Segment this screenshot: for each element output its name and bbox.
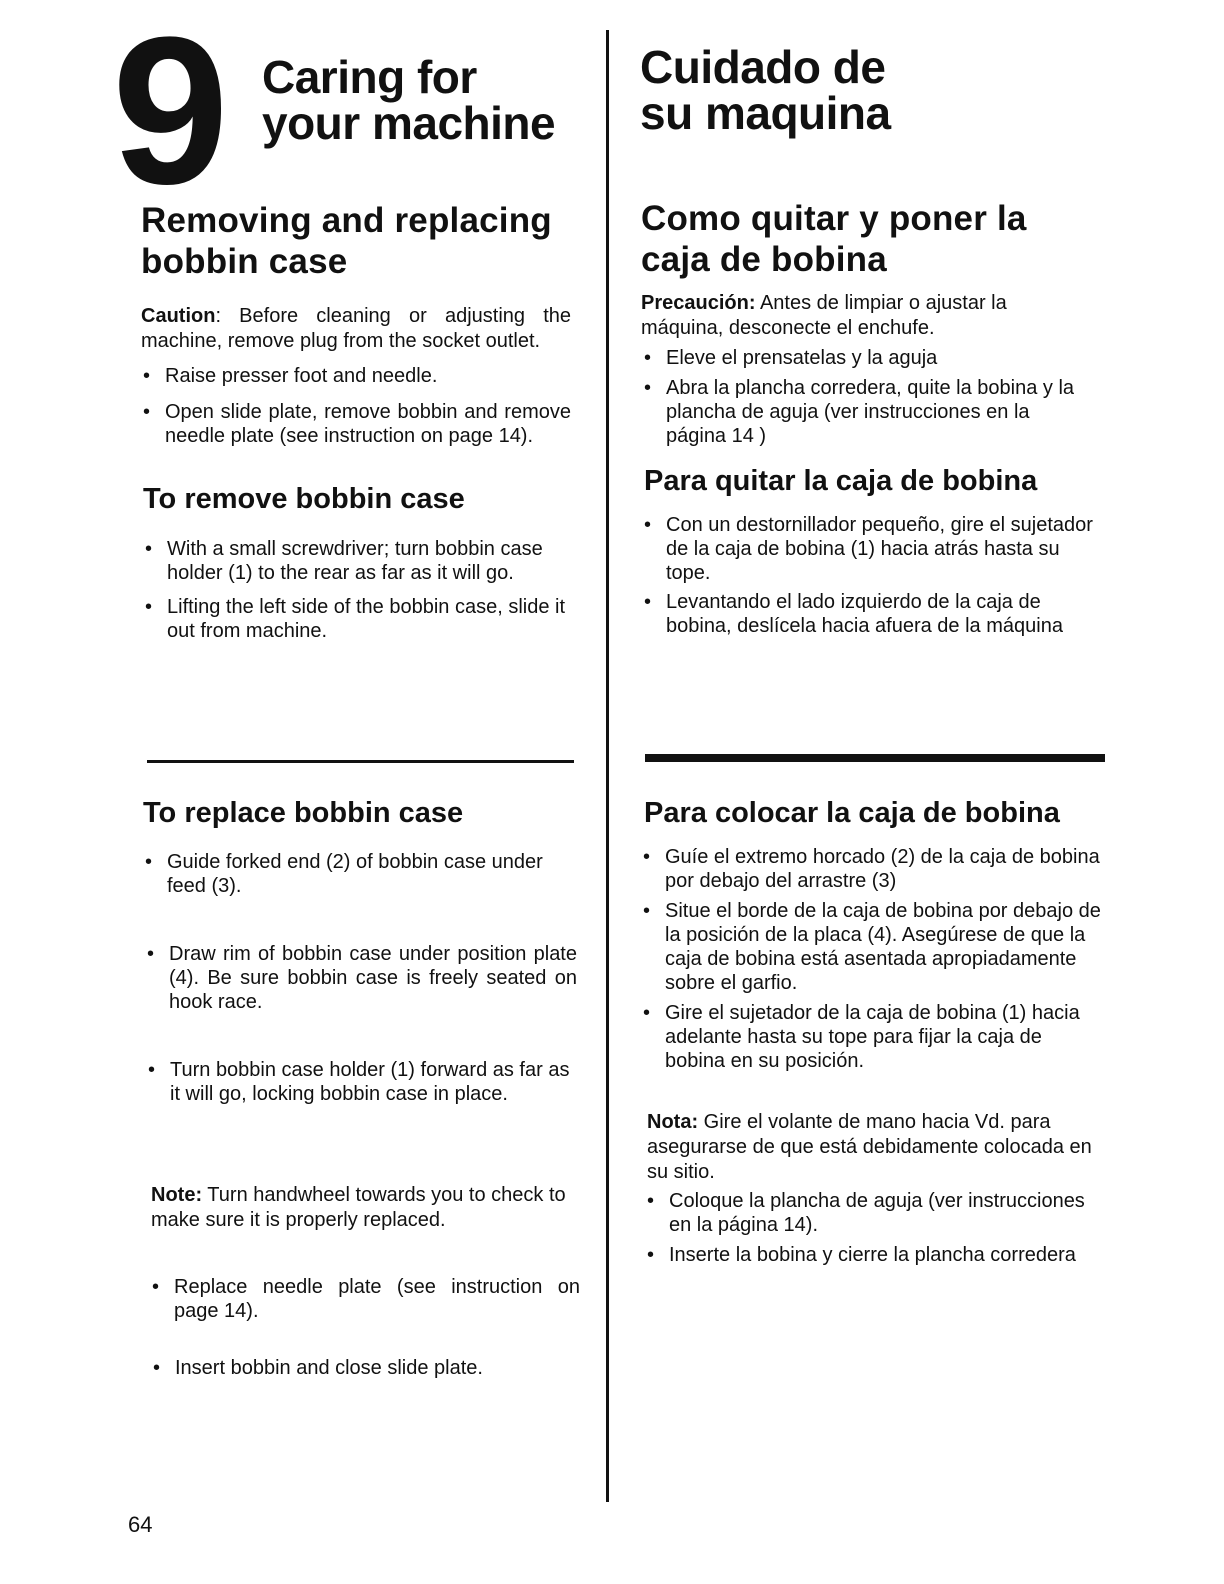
remove-list-en xyxy=(143,537,575,643)
note-text-es: Gire el volante de mano hacia Vd. para asegurarse de que está debidamente colocada en su sitio. xyxy=(647,1111,1092,1183)
chapter-title-en-line-1: Caring for xyxy=(262,51,477,103)
intro-list-en xyxy=(141,364,571,448)
section-rule-en xyxy=(147,760,574,763)
section-heading-es-line-2: caja de bobina xyxy=(641,240,887,279)
caution-label-en: Caution xyxy=(141,305,216,327)
list-item: • Coloque la plancha de aguja (ver instrucciones en la página 14). xyxy=(645,1189,1085,1237)
list-item: • Levantando el lado izquierdo de la caja de bobina, deslícela hacia afuera de la máquina xyxy=(642,590,1102,638)
chapter-number: 9 xyxy=(112,0,223,228)
final-list-es xyxy=(645,1189,1085,1267)
replace-heading-es: Para colocar la caja de bobina xyxy=(644,797,1060,829)
replace-list-en-2 xyxy=(145,942,577,1014)
note-en xyxy=(151,1183,581,1233)
column-divider xyxy=(606,30,609,1502)
final-list-en xyxy=(150,1275,580,1323)
note-label-es: Nota: xyxy=(647,1111,699,1133)
section-heading-en xyxy=(141,200,581,282)
note-text-en: Turn handwheel towards you to check to make sure it is properly replaced. xyxy=(151,1184,566,1231)
caution-en xyxy=(141,304,571,354)
intro-list-es xyxy=(642,346,1092,448)
list-item: • Insert bobbin and close slide plate. xyxy=(151,1356,581,1380)
section-heading-en-line-2: bobbin case xyxy=(141,242,348,281)
note-label-en: Note: xyxy=(151,1184,203,1206)
section-heading-es xyxy=(641,198,1101,280)
section-heading-es-line-1: Como quitar y poner la xyxy=(641,199,1027,238)
list-item: • Gire el sujetador de la caja de bobina (1) hacia adelante hasta su tope para fijar la caja de bobina en su posición. xyxy=(641,1001,1103,1073)
caution-label-es: Precaución: xyxy=(641,292,756,314)
note-es xyxy=(647,1110,1102,1185)
list-item: • Turn bobbin case holder (1) forward as far as it will go, locking bobbin case in place. xyxy=(146,1058,578,1106)
remove-heading-es: Para quitar la caja de bobina xyxy=(644,465,1038,497)
chapter-title-es-line-2: su maquina xyxy=(640,87,891,139)
list-item: • Lifting the left side of the bobbin case, slide it out from machine. xyxy=(143,595,575,643)
list-item: • Abra la plancha corredera, quite la bobina y la plancha de aguja (ver instrucciones en la página 14 ) xyxy=(642,376,1092,448)
list-item: • Raise presser foot and needle. xyxy=(141,364,571,388)
list-item: • With a small screwdriver; turn bobbin case holder (1) to the rear as far as it will go. xyxy=(143,537,575,585)
section-rule-es xyxy=(645,754,1105,762)
final-list-en-2 xyxy=(151,1356,581,1380)
section-heading-en-line-1: Removing and replacing xyxy=(141,201,552,240)
list-item: • Con un destornillador pequeño, gire el sujetador de la caja de bobina (1) hacia atrás hasta su tope. xyxy=(642,513,1102,585)
replace-list-en xyxy=(143,850,575,898)
chapter-title-en-line-2: your machine xyxy=(262,97,556,149)
replace-list-es xyxy=(641,845,1103,1073)
list-item: • Eleve el prensatelas y la aguja xyxy=(642,346,1092,370)
caution-es xyxy=(641,291,1081,341)
list-item: • Draw rim of bobbin case under position plate (4). Be sure bobbin case is freely seated on hook race. xyxy=(145,942,577,1014)
chapter-title-es xyxy=(640,41,891,139)
list-item: • Situe el borde de la caja de bobina por debajo de la posición de la placa (4). Asegúrese de que la caja de bobina está asentada apropiadamente sobre el garfio. xyxy=(641,899,1103,995)
caution-text-es: Antes de limpiar o ajustar la máquina, desconecte el enchufe. xyxy=(641,292,1007,339)
list-item: • Guíe el extremo horcado (2) de la caja de bobina por debajo del arrastre (3) xyxy=(641,845,1103,893)
list-item: • Inserte la bobina y cierre la plancha corredera xyxy=(645,1243,1085,1267)
chapter-title-en xyxy=(262,51,556,149)
remove-heading-en: To remove bobbin case xyxy=(143,483,465,515)
replace-list-en-3 xyxy=(146,1058,578,1106)
chapter-title-es-line-1: Cuidado de xyxy=(640,41,886,93)
list-item: • Guide forked end (2) of bobbin case under feed (3). xyxy=(143,850,575,898)
list-item: • Open slide plate, remove bobbin and remove needle plate (see instruction on page 14). xyxy=(141,400,571,448)
page-number: 64 xyxy=(128,1512,153,1537)
list-item: • Replace needle plate (see instruction on page 14). xyxy=(150,1275,580,1323)
caution-text-en: : Before cleaning or adjusting the machine, remove plug from the socket outlet. xyxy=(141,305,571,352)
replace-heading-en: To replace bobbin case xyxy=(143,797,464,829)
remove-list-es xyxy=(642,513,1102,638)
